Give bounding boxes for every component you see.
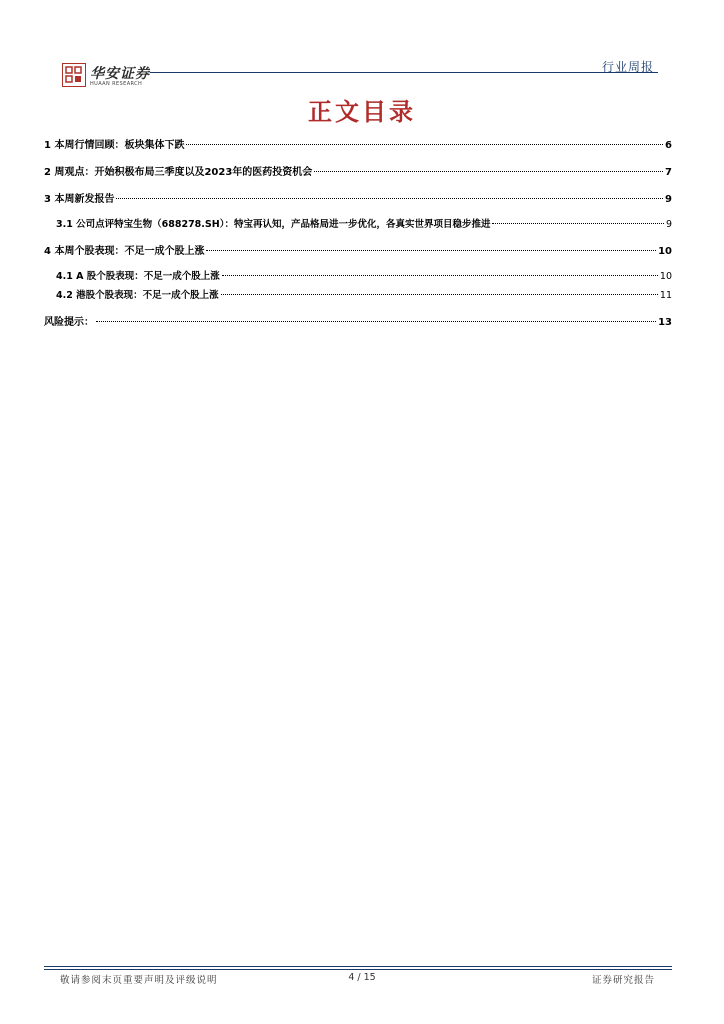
dot-leader	[492, 223, 664, 224]
toc-entry[interactable]	[44, 190, 672, 205]
brand-name: 华安证券	[90, 66, 150, 82]
toc-title: 正文目录	[308, 98, 416, 126]
dot-leader	[206, 250, 656, 251]
page-number: 4 / 15	[348, 972, 376, 983]
toc-entry-label: 风险提示：	[44, 317, 94, 328]
footer-divider-top	[44, 966, 672, 967]
toc-entry[interactable]	[44, 136, 672, 151]
header-divider	[150, 72, 658, 73]
toc-entry-page: 7	[665, 167, 672, 178]
report-category: 证券研究报告	[592, 975, 656, 986]
toc-entry-label: 3 本周新发报告	[44, 194, 115, 205]
company-logo-icon	[62, 63, 86, 87]
toc-entry-page: 10	[659, 271, 672, 282]
toc-entry[interactable]	[44, 313, 672, 328]
toc-entry[interactable]	[44, 163, 672, 178]
dot-leader	[96, 321, 656, 322]
toc-entry-label: 3.1 公司点评特宝生物（688278.SH）：特宝再认知，产品格局进一步优化，各真实世界项目稳步推进	[56, 219, 491, 230]
toc-entry[interactable]	[56, 287, 672, 301]
toc-entry[interactable]	[56, 268, 672, 282]
toc-entry[interactable]	[56, 216, 672, 230]
dot-leader	[186, 144, 663, 145]
dot-leader	[314, 171, 663, 172]
disclaimer-note: 敬请参阅末页重要声明及评级说明	[60, 975, 218, 986]
toc-entry-page: 11	[659, 290, 672, 301]
toc-entry[interactable]	[44, 242, 672, 257]
toc-entry-label: 4 本周个股表现：不足一成个股上涨	[44, 246, 205, 257]
dot-leader	[221, 294, 658, 295]
dot-leader	[116, 198, 663, 199]
toc-entry-label: 2 周观点：开始积极布局三季度以及2023年的医药投资机会	[44, 167, 313, 178]
footer-divider-bottom	[44, 969, 672, 970]
toc-entry-page: 6	[665, 140, 672, 151]
document-type-label: 行业周报	[602, 60, 655, 74]
toc-entry-page: 9	[665, 219, 672, 230]
toc-entry-page: 10	[658, 246, 672, 257]
toc-entry-page: 9	[665, 194, 672, 205]
toc-entry-label: 1 本周行情回顾：板块集体下跌	[44, 140, 185, 151]
toc-entry-page: 13	[658, 317, 672, 328]
toc-entry-label: 4.1 A 股个股表现：不足一成个股上涨	[56, 271, 220, 282]
brand-english-name: HUAAN RESEARCH	[90, 81, 143, 87]
toc-entry-label: 4.2 港股个股表现：不足一成个股上涨	[56, 290, 219, 301]
dot-leader	[222, 275, 658, 276]
